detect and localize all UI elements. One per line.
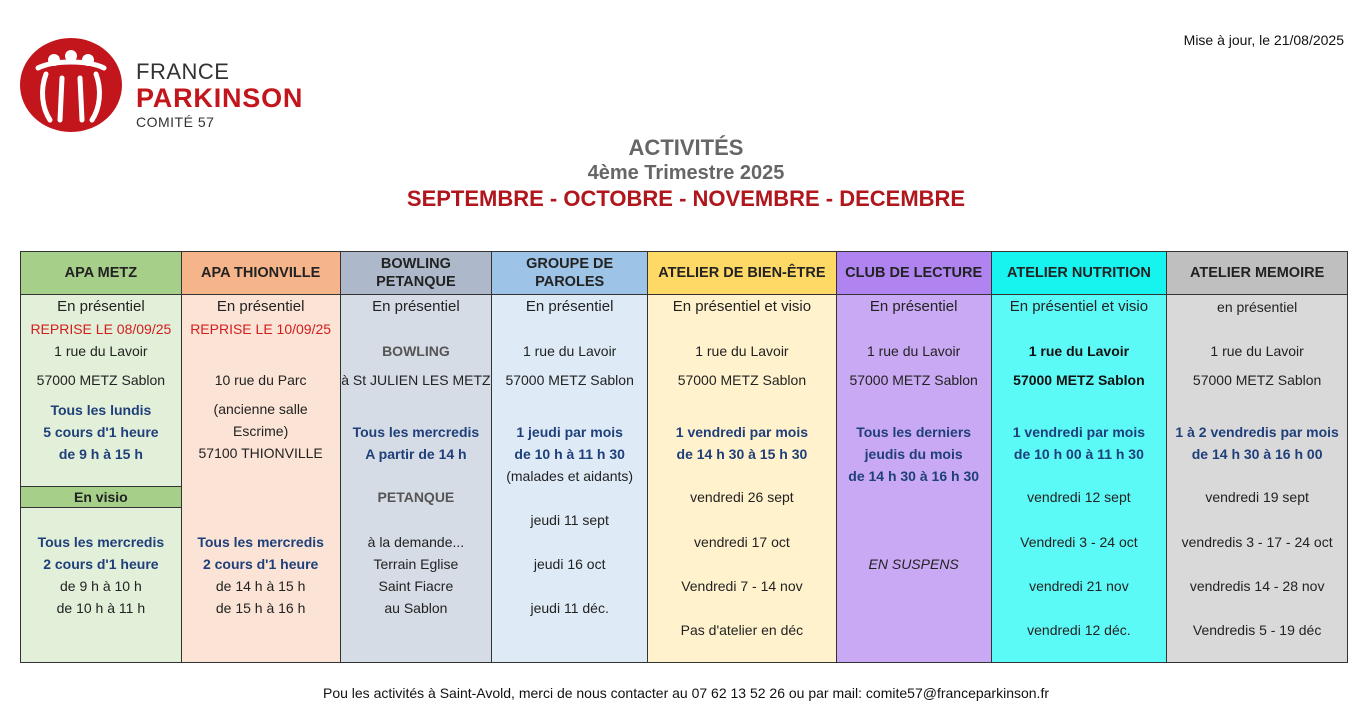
petanque-line: Saint Fiacre: [378, 578, 454, 594]
column-atelier-memoire: [1167, 252, 1347, 662]
petanque-label: PETANQUE: [377, 489, 455, 505]
address-street: 10 rue du Parc: [214, 372, 307, 388]
schedule-line: 5 cours d'1 heure: [43, 424, 159, 440]
petanque-line: à la demande...: [367, 534, 465, 550]
schedule-line: 1 jeudi par mois: [516, 424, 623, 440]
mode: en présentiel: [1217, 299, 1298, 315]
date-line: jeudi 16 oct: [533, 556, 606, 572]
schedule-line: de 10 h à 11 h 30: [514, 446, 625, 462]
bowling-label: BOWLING: [382, 343, 450, 359]
address-city: 57000 METZ Sablon: [505, 372, 634, 388]
schedule-note: (malades et aidants): [506, 468, 634, 484]
schedule-line: jeudis du mois: [864, 446, 963, 462]
mode: En présentiel: [869, 298, 958, 315]
address-street: 1 rue du Lavoir: [1028, 343, 1130, 359]
column-apa-thionville: [182, 252, 341, 662]
logo-text: [136, 60, 303, 132]
mode: En présentiel: [216, 298, 305, 315]
schedule-line: Tous les mercredis: [352, 424, 480, 440]
status-suspended: EN SUSPENS: [868, 556, 959, 572]
page-title-block: [0, 135, 1372, 213]
schedule-line: de 10 h 00 à 11 h 30: [1013, 446, 1144, 462]
logo: [20, 38, 340, 138]
date-line: Vendredi 3 - 24 oct: [1020, 534, 1138, 550]
petanque-line: au Sablon: [384, 600, 448, 616]
schedule-line: 1 vendredi par mois: [675, 424, 809, 440]
mode: En présentiel et visio: [1009, 298, 1149, 315]
date-line: Vendredis 5 - 19 déc: [1192, 622, 1322, 638]
schedule-line: de 9 h à 15 h: [58, 446, 143, 462]
mode: En présentiel: [57, 298, 145, 315]
column-atelier-nutrition: [992, 252, 1168, 662]
date-line: vendredis 3 - 17 - 24 oct: [1181, 534, 1333, 550]
address-street: 1 rue du Lavoir: [866, 343, 961, 359]
address-street: 1 rue du Lavoir: [1210, 343, 1304, 359]
header-atelier-memoire: ATELIER MEMOIRE: [1167, 252, 1347, 295]
header-apa-thionville: APA THIONVILLE: [182, 252, 340, 295]
header-line: PAROLES: [535, 274, 605, 290]
mode: En présentiel et visio: [672, 298, 812, 315]
schedule-line: de 14 h 30 à 15 h 30: [676, 446, 808, 462]
reprise-date: REPRISE LE 08/09/25: [30, 321, 172, 337]
date-line: vendredi 12 sept: [1027, 489, 1131, 505]
address-city: 57000 METZ Sablon: [1192, 372, 1322, 388]
date-line: vendredi 12 déc.: [1027, 622, 1131, 638]
mode: En présentiel: [372, 298, 460, 315]
page-subtitle: 4ème Trimestre 2025: [587, 162, 785, 184]
date-line: vendredi 26 sept: [690, 489, 794, 505]
date-line: Vendredi 7 - 14 nov: [681, 578, 803, 594]
date-line: vendredis 14 - 28 nov: [1189, 578, 1325, 594]
date-line: vendredi 17 oct: [694, 534, 790, 550]
schedule-line: de 15 h à 16 h: [215, 600, 306, 616]
header-bowling-petanque: [341, 252, 492, 295]
schedule-line: 1 vendredi par mois: [1012, 424, 1146, 440]
header-club-de-lecture: CLUB DE LECTURE: [837, 252, 991, 295]
logo-comite: COMITÉ 57: [136, 114, 215, 130]
address-city: 57000 METZ Sablon: [36, 372, 166, 388]
schedule-line: Tous les lundis: [50, 402, 152, 418]
bowling-place: à St JULIEN LES METZ: [341, 372, 491, 388]
header-groupe-de-paroles: [492, 252, 647, 295]
address-line: Escrime): [233, 423, 289, 439]
header-line: GROUPE DE: [526, 256, 614, 272]
activities-table: [20, 251, 1348, 663]
visio-line: de 9 h à 10 h: [60, 578, 142, 594]
schedule-line: Tous les mercredis: [197, 534, 324, 550]
schedule-line: de 14 h 30 à 16 h 00: [1191, 446, 1323, 462]
schedule-line: 1 à 2 vendredis par mois: [1175, 424, 1339, 440]
schedule-line: A partir de 14 h: [365, 446, 467, 462]
column-club-de-lecture: [837, 252, 992, 662]
france-parkinson-logo-icon: [20, 38, 122, 132]
schedule-line: de 14 h à 15 h: [215, 578, 306, 594]
header-apa-metz: APA METZ: [21, 252, 181, 295]
date-line: jeudi 11 déc.: [530, 600, 609, 616]
visio-line: de 10 h à 11 h: [56, 600, 146, 616]
column-atelier-bien-etre: [648, 252, 837, 662]
date-line: vendredi 19 sept: [1205, 489, 1309, 505]
footer-contact: Pou les activités à Saint-Avold, merci de nous contacter au 07 62 13 52 26 ou par mail: comite57@franceparkinson.fr: [322, 685, 1050, 701]
address-street: 1 rue du Lavoir: [522, 343, 617, 359]
header-line: PETANQUE: [376, 274, 456, 290]
column-bowling-petanque: [341, 252, 493, 662]
months-title: SEPTEMBRE - OCTOBRE - NOVEMBRE - DECEMBRE: [406, 186, 966, 211]
logo-france: FRANCE: [136, 59, 230, 84]
schedule-line: de 14 h 30 à 16 h 30: [848, 468, 980, 484]
address-street: 1 rue du Lavoir: [54, 343, 148, 359]
mode: En présentiel: [525, 298, 614, 315]
address-city: 57000 METZ Sablon: [677, 372, 807, 388]
address-street: 1 rue du Lavoir: [695, 343, 789, 359]
date-line: Pas d'atelier en déc: [680, 622, 804, 638]
address-line: (ancienne salle: [213, 401, 308, 417]
schedule-line: Tous les derniers: [856, 424, 972, 440]
header-line: BOWLING: [380, 256, 451, 272]
header-atelier-bien-etre: ATELIER DE BIEN-ÊTRE: [648, 252, 836, 295]
visio-subheader: En visio: [21, 486, 181, 508]
column-groupe-de-paroles: [492, 252, 648, 662]
date-line: jeudi 11 sept: [530, 512, 609, 528]
address-city: 57100 THIONVILLE: [198, 445, 323, 461]
visio-line: 2 cours d'1 heure: [43, 556, 159, 572]
petanque-line: Terrain Eglise: [373, 556, 459, 572]
update-date: Mise à jour, le 21/08/2025: [1183, 32, 1344, 48]
schedule-line: 2 cours d'1 heure: [202, 556, 319, 572]
page-title: ACTIVITÉS: [628, 135, 744, 160]
column-apa-metz: [21, 252, 182, 662]
visio-line: Tous les mercredis: [37, 534, 165, 550]
logo-parkinson: PARKINSON: [136, 83, 304, 113]
reprise-date: REPRISE LE 10/09/25: [190, 321, 332, 337]
address-city: 57000 METZ Sablon: [1013, 372, 1145, 388]
address-city: 57000 METZ Sablon: [849, 372, 978, 388]
header-atelier-nutrition: ATELIER NUTRITION: [992, 252, 1167, 295]
date-line: vendredi 21 nov: [1029, 578, 1129, 594]
